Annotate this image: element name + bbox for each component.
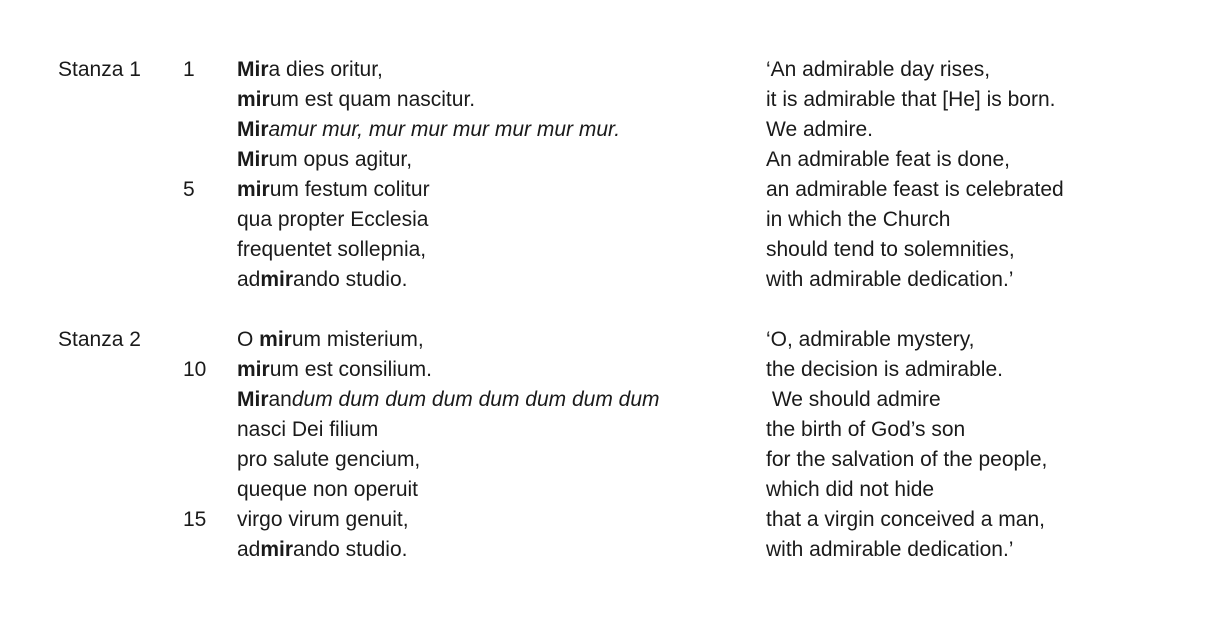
latin-line: mirum est consilium. [237, 358, 432, 381]
latin-line: frequentet sollepnia, [237, 238, 427, 261]
english-line: We admire. [766, 118, 873, 141]
line-row [0, 235, 1205, 265]
english-line: the birth of God’s son [766, 418, 966, 441]
latin-line: virgo virum genuit, [237, 508, 409, 531]
line-row [0, 115, 1205, 145]
english-line: with admirable dedication.’ [766, 538, 1014, 561]
latin-line: Mirum opus agitur, [237, 148, 413, 171]
latin-line: admirando studio. [237, 538, 408, 561]
english-line: the decision is admirable. [766, 358, 1003, 381]
english-line: in which the Church [766, 208, 951, 231]
english-line: which did not hide [766, 478, 935, 501]
latin-line: admirando studio. [237, 268, 408, 291]
line-number: 10 [183, 358, 207, 381]
english-line: should tend to solemnities, [766, 238, 1015, 261]
line-row [0, 175, 1205, 205]
line-row [0, 355, 1205, 385]
latin-line: qua propter Ecclesia [237, 208, 429, 231]
line-row [0, 415, 1205, 445]
english-line: ‘An admirable day rises, [766, 58, 991, 81]
english-line: for the salvation of the people, [766, 448, 1048, 471]
latin-line: Miramur mur, mur mur mur mur mur mur. [237, 118, 621, 141]
latin-line: O mirum misterium, [237, 328, 424, 351]
line-row [0, 55, 1205, 85]
line-row [0, 385, 1205, 415]
english-line: with admirable dedication.’ [766, 268, 1014, 291]
latin-line: Mira dies oritur, [237, 58, 383, 81]
stanza-1 [0, 55, 1205, 295]
latin-line: queque non operuit [237, 478, 418, 501]
line-row [0, 445, 1205, 475]
line-number: 1 [183, 58, 195, 81]
english-line: an admirable feast is celebrated [766, 178, 1064, 201]
latin-line: mirum est quam nascitur. [237, 88, 476, 111]
english-line: it is admirable that [He] is born. [766, 88, 1056, 111]
line-row [0, 505, 1205, 535]
stanza-2 [0, 325, 1205, 565]
english-line: ‘O, admirable mystery, [766, 328, 975, 351]
latin-line: mirum festum colitur [237, 178, 430, 201]
stanza-label: Stanza 1 [58, 58, 141, 81]
english-line: An admirable feat is done, [766, 148, 1010, 171]
english-line: that a virgin conceived a man, [766, 508, 1045, 531]
line-number: 15 [183, 508, 207, 531]
line-row [0, 85, 1205, 115]
english-line: We should admire [766, 388, 941, 411]
line-row [0, 475, 1205, 505]
latin-line: pro salute gencium, [237, 448, 421, 471]
line-row [0, 205, 1205, 235]
line-row [0, 535, 1205, 565]
line-row [0, 145, 1205, 175]
line-row [0, 265, 1205, 295]
latin-line: nasci Dei filium [237, 418, 379, 441]
line-number: 5 [183, 178, 195, 201]
stanza-label: Stanza 2 [58, 328, 141, 351]
line-row [0, 325, 1205, 355]
latin-line: Mirandum dum dum dum dum dum dum dum [237, 388, 660, 411]
